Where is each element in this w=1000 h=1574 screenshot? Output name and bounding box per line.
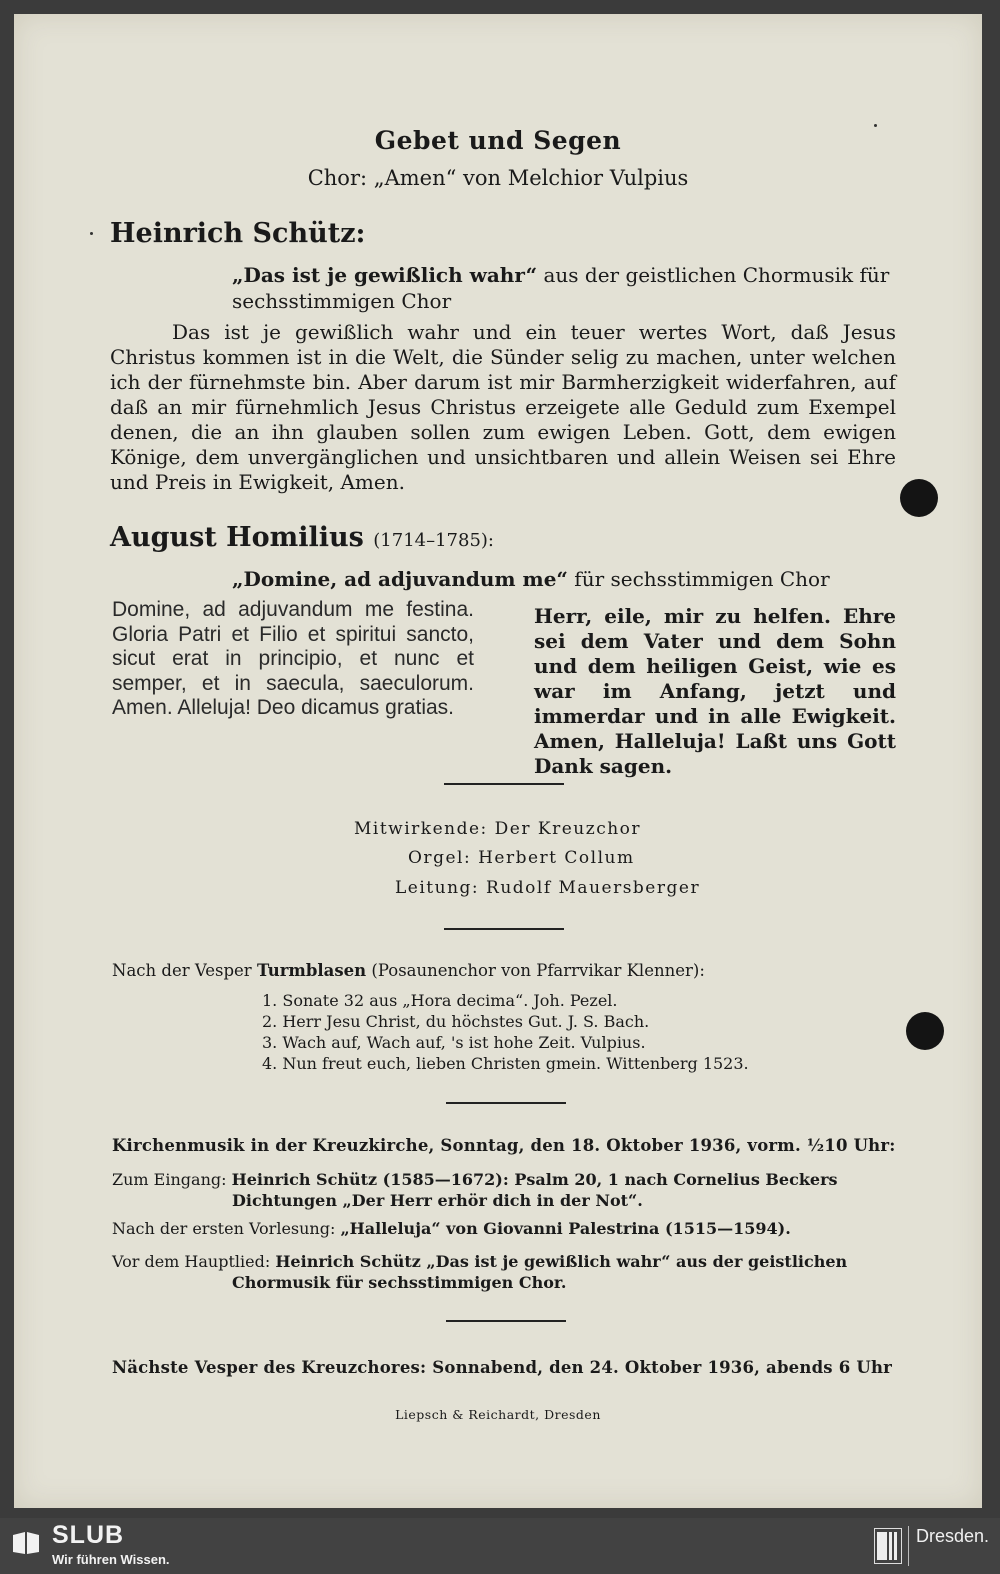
city-logo-text: Dresden. bbox=[916, 1526, 990, 1546]
page-title: Gebet und Segen bbox=[374, 126, 622, 155]
footer-bar bbox=[0, 1518, 1000, 1574]
composer-heading-homilius bbox=[110, 522, 494, 553]
credit-conductor: Leitung: Rudolf Mauersberger bbox=[395, 878, 701, 898]
list-item: 4. Nun freut euch, lieben Christen gmein. Wittenberg 1523. bbox=[262, 1054, 749, 1073]
church-entry-opening bbox=[112, 1169, 898, 1211]
ink-speck bbox=[874, 124, 877, 127]
entry-text: „Halleluja“ von Giovanni Palestrina (1515—1594). bbox=[340, 1219, 791, 1238]
ink-speck bbox=[90, 232, 93, 235]
tower-music-list bbox=[262, 990, 822, 1074]
credit-performers: Mitwirkende: Der Kreuzchor bbox=[354, 819, 642, 839]
footer-separator bbox=[908, 1526, 909, 1566]
work-title-schuetz: „Das ist je gewißlich wahr“ bbox=[232, 263, 538, 287]
punch-hole bbox=[906, 1012, 944, 1050]
entry-text: Heinrich Schütz „Das ist je gewißlich wahr“ aus der geistlichen Chormusik für sechsstimmigen Chor. bbox=[232, 1252, 848, 1292]
punch-hole bbox=[900, 479, 938, 517]
divider bbox=[444, 928, 564, 930]
text-schuetz: Das ist je gewißlich wahr und ein teuer wertes Wort, daß Jesus Christus kommen ist in die Welt, die Sünder selig zu machen, unter welchen ich der fürnehmste bin. Aber darum ist mir Barmherzigkeit widerfahren, auf daß an mir fürnehmlich Jesus Christus erzeigete alle Geduld zum Exempel denen, die an ihn glauben sollen zum ewigen Leben. Gott, dem ewigen Könige, dem unvergänglichen und unsichtbaren und allein Weisen sei Ehre und Preis in Ewigkeit, Amen. bbox=[110, 320, 896, 494]
credit-organ: Orgel: Herbert Collum bbox=[408, 848, 635, 868]
tower-heading-rest: (Posaunenchor von Pfarrvikar Klenner): bbox=[366, 961, 705, 980]
work-line-homilius bbox=[232, 566, 830, 592]
list-item: 1. Sonate 32 aus „Hora decima“. Joh. Pezel. bbox=[262, 991, 618, 1010]
city-crest-icon bbox=[874, 1528, 902, 1564]
work-description-schuetz: aus der geistlichen Chormusik für sechsstimmigen Chor bbox=[232, 263, 890, 313]
tower-heading-lead: Nach der Vesper bbox=[112, 961, 257, 980]
book-icon bbox=[12, 1530, 40, 1556]
composer-heading-schuetz: Heinrich Schütz: bbox=[110, 218, 366, 249]
church-entry-reading bbox=[112, 1218, 898, 1239]
work-description-homilius: für sechsstimmigen Chor bbox=[567, 567, 830, 591]
divider bbox=[446, 1102, 566, 1104]
german-translation: Herr, eile, mir zu helfen. Ehre sei dem Vater und dem Sohn und dem heiligen Geist, wie es war im Anfang, jetzt und immerdar und in alle Ewigkeit. Amen, Halleluja! Laßt uns Gott Dank sagen. bbox=[534, 604, 896, 778]
slub-brand: SLUB bbox=[52, 1521, 125, 1549]
composer-dates-homilius: (1714–1785): bbox=[373, 530, 494, 551]
entry-label: Nach der ersten Vorlesung: bbox=[112, 1219, 341, 1238]
work-line-schuetz bbox=[232, 262, 897, 314]
slub-tagline: Wir führen Wissen. bbox=[52, 1552, 170, 1567]
work-title-homilius: „Domine, ad adjuvandum me“ bbox=[232, 567, 568, 591]
next-vesper-notice: Nächste Vesper des Kreuzchores: Sonnabend, den 24. Oktober 1936, abends 6 Uhr bbox=[112, 1358, 893, 1377]
document-page bbox=[14, 14, 982, 1508]
printer-imprint: Liepsch & Reichardt, Dresden bbox=[395, 1407, 601, 1422]
entry-label: Zum Eingang: bbox=[112, 1170, 232, 1189]
tower-music-heading bbox=[112, 960, 705, 981]
church-entry-main-hymn bbox=[112, 1251, 898, 1293]
latin-text: Domine, ad adjuvandum me festina. Gloria Patri et Filio et spiritui sancto, sicut erat in principio, et nunc et semper, et in saecula, saeculorum. Amen. Alleluja! Deo dicamus gratias. bbox=[112, 598, 474, 719]
divider bbox=[446, 1320, 566, 1322]
entry-text: Heinrich Schütz (1585—1672): Psalm 20, 1 nach Cornelius Beckers Dichtungen „Der Herr erhör dich in der Not“. bbox=[231, 1170, 838, 1210]
list-item: 2. Herr Jesu Christ, du höchstes Gut. J. S. Bach. bbox=[262, 1012, 650, 1031]
list-item: 3. Wach auf, Wach auf, 's ist hohe Zeit. Vulpius. bbox=[262, 1033, 646, 1052]
tower-heading-bold: Turmblasen bbox=[256, 961, 367, 980]
entry-label: Vor dem Hauptlied: bbox=[112, 1252, 276, 1271]
divider bbox=[444, 783, 564, 785]
page-subtitle: Chor: „Amen“ von Melchior Vulpius bbox=[307, 166, 689, 190]
church-music-heading: Kirchenmusik in der Kreuzkirche, Sonntag, den 18. Oktober 1936, vorm. ½10 Uhr: bbox=[112, 1136, 896, 1155]
composer-name-homilius: August Homilius bbox=[110, 522, 364, 553]
